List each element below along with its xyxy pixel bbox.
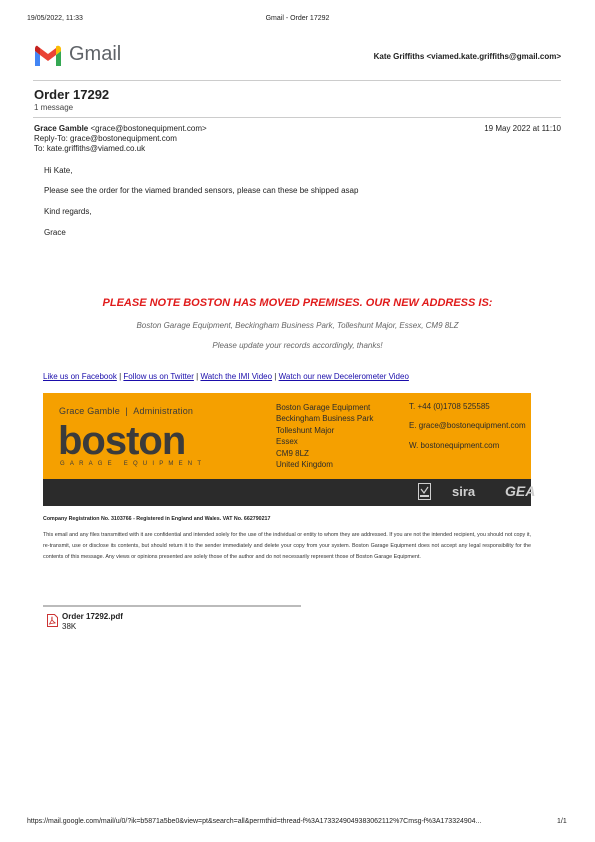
gmail-logo-icon (33, 44, 63, 66)
sira-logo: sira (452, 484, 476, 499)
gmail-wordmark: Gmail (69, 43, 122, 65)
facebook-link[interactable]: Like us on Facebook (43, 372, 117, 381)
body-line: Grace (44, 228, 66, 237)
boston-logo-subtitle: GARAGE EQUIPMENT (60, 461, 207, 467)
body-line: Kind regards, (44, 207, 92, 216)
signature-phone: T. +44 (0)1708 525585 (409, 402, 490, 411)
reply-to: Reply-To: grace@bostonequipment.com (34, 134, 177, 143)
message-date: 19 May 2022 at 11:10 (484, 124, 561, 133)
divider (33, 80, 561, 81)
sender-name: Grace Gamble (34, 124, 89, 133)
attachment-size: 38K (62, 622, 77, 631)
print-url: https://mail.google.com/mail/u/0/?ik=b5871a5be0&view=pt&search=all&permthid=thread-f%3A1733249049383062112%7Cmsg-f%3A173324904... (27, 818, 482, 825)
sender (34, 124, 207, 133)
new-address: Boston Garage Equipment, Beckingham Business Park, Tolleshunt Major, Essex, CM9 8LZ (136, 321, 459, 330)
signature-email: E. grace@bostonequipment.com (409, 421, 526, 430)
disclaimer: This email and any files transmitted with it are confidential and intended solely for the use of the individual or entity to whom they are addressed. If you are not the intended recipient, you should not copy it, re-transmit, use or disclose its contents, but should return it to the sender immediately and delete your copy from your system. Boston Garage Equipment does not accept any legal responsibility for the contents of this message. Any views or opinions presented are solely those of the author and do not necessarily represent those of Boston Garage Equipment. (43, 532, 531, 560)
pdf-icon[interactable] (47, 614, 58, 627)
boston-logo: boston (58, 419, 186, 463)
account-name: Kate Griffiths <viamed.kate.griffiths@gmail.com> (373, 52, 561, 61)
signature-address: Boston Garage Equipment Beckingham Business Park Tolleshunt Major Essex CM9 8LZ United Kingdom (276, 403, 374, 470)
update-note: Please update your records accordingly, thanks! (212, 341, 383, 350)
twitter-link[interactable]: Follow us on Twitter (123, 372, 194, 381)
imi-video-link[interactable]: Watch the IMI Video (200, 372, 273, 381)
certification-badge-icon (418, 483, 431, 500)
attachment-name[interactable]: Order 17292.pdf (62, 612, 123, 621)
signature-web: W. bostonequipment.com (409, 441, 500, 450)
thread-subject: Order 17292 (34, 87, 110, 102)
body-line: Please see the order for the viamed branded sensors, please can these be shipped asap (44, 186, 359, 195)
company-registration: Company Registration No. 3103766 - Registered in England and Wales. VAT No. 662790217 (43, 516, 271, 522)
page-number: 1/1 (557, 818, 567, 825)
print-title: Gmail - Order 17292 (265, 15, 330, 22)
gea-logo: GEA (505, 483, 536, 499)
sender-email: <grace@bostonequipment.com> (90, 124, 207, 133)
body-line: Hi Kate, (44, 166, 73, 175)
message-count: 1 message (34, 103, 74, 112)
print-datetime: 19/05/2022, 11:33 (27, 15, 83, 22)
decelerometer-video-link[interactable]: Watch our new Decelerometer Video (278, 372, 409, 381)
divider (33, 117, 561, 118)
recipient: To: kate.griffiths@viamed.co.uk (34, 144, 146, 153)
attachment-divider (43, 605, 301, 607)
moved-notice: PLEASE NOTE BOSTON HAS MOVED PREMISES. OUR NEW ADDRESS IS: (102, 297, 493, 309)
signature-name: Grace Gamble | Administration (59, 406, 194, 416)
social-links: Like us on Facebook | Follow us on Twitter | Watch the IMI Video | Watch our new Decelerometer Video (43, 372, 409, 381)
